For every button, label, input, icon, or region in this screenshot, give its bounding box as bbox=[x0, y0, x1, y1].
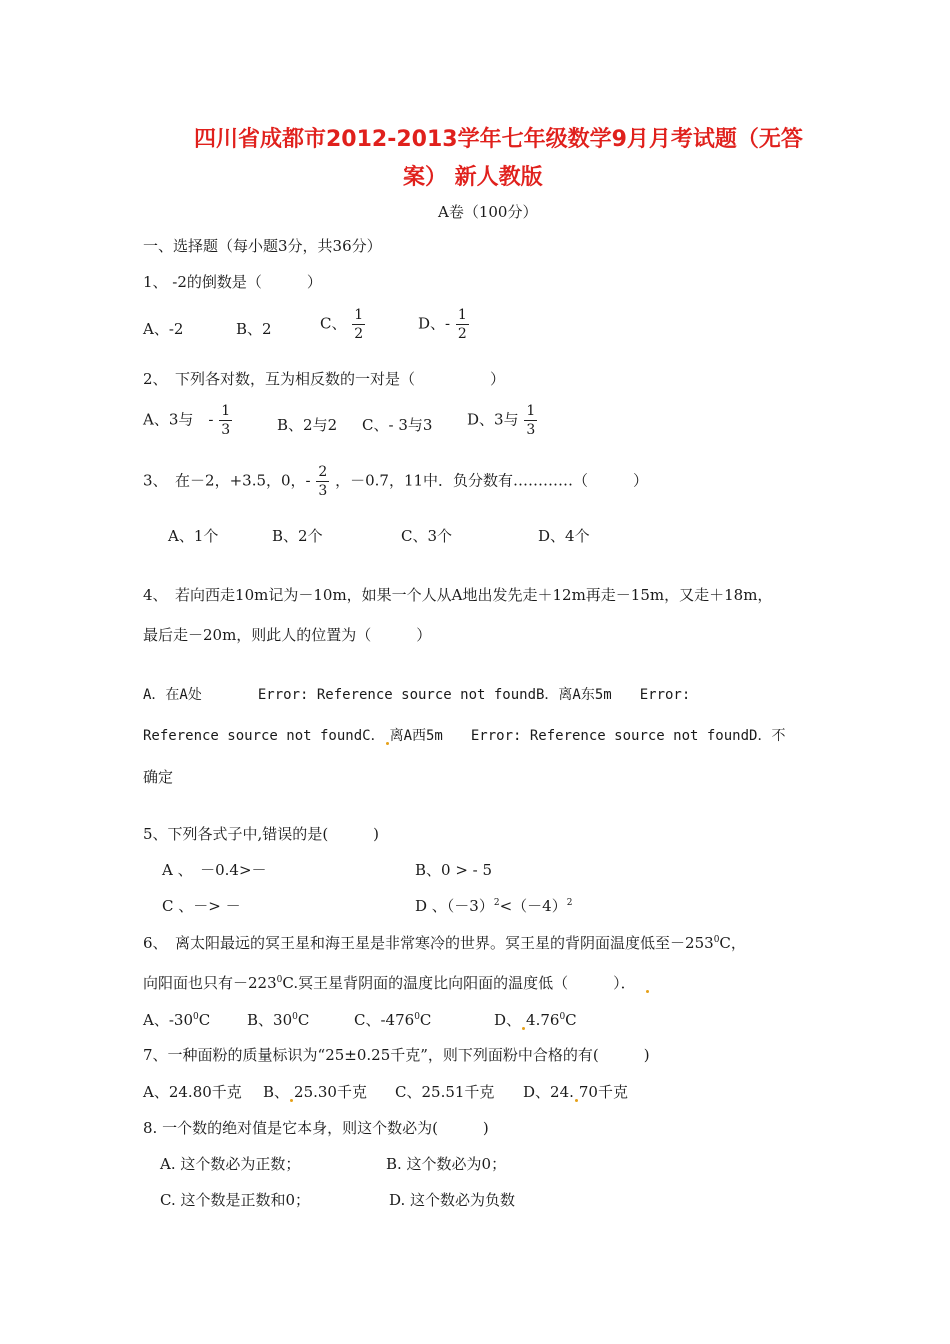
question-6-line1 bbox=[143, 932, 746, 953]
question-3-option-b: B、2个 bbox=[272, 527, 323, 545]
fraction bbox=[316, 465, 329, 498]
question-5-option-c: C 、－> － bbox=[162, 897, 241, 915]
question-4-options-line3: 确定 bbox=[143, 768, 174, 786]
question-7-option-d bbox=[523, 1081, 628, 1102]
question-5-option-b: B、0 > - 5 bbox=[415, 861, 493, 879]
unit: C bbox=[565, 1011, 577, 1029]
fraction-denominator: 3 bbox=[318, 483, 328, 499]
stem-prefix: 3、 在－2，+3.5，0，- bbox=[143, 471, 311, 490]
question-4-line2: 最后走－20m，则此人的位置为（ ） bbox=[143, 626, 432, 644]
degree-mark: 0 bbox=[276, 975, 283, 985]
question-5-stem: 5、下列各式子中,错误的是( ) bbox=[143, 825, 380, 843]
question-7-option-b bbox=[263, 1081, 367, 1102]
question-2-option-c: C、- 3与3 bbox=[362, 416, 433, 434]
fraction-numerator: 1 bbox=[526, 403, 536, 419]
question-6-option-b bbox=[247, 1009, 309, 1030]
question-7-stem: 7、一种面粉的质量标识为“25±0.25千克”，则下列面粉中合格的有( ) bbox=[143, 1046, 650, 1064]
question-7-option-a: A、24.80千克 bbox=[143, 1083, 242, 1101]
question-1-stem: 1、 -2的倒数是（ ） bbox=[143, 273, 322, 291]
options-text: Reference source not foundC． bbox=[143, 728, 385, 744]
stem-suffix: ，－0.7，11中．负分数有…………（ ） bbox=[335, 471, 649, 490]
fraction-denominator: 2 bbox=[354, 326, 364, 342]
question-2-option-b: B、2与2 bbox=[277, 416, 338, 434]
question-3-option-d: D、4个 bbox=[538, 527, 590, 545]
question-5-option-a: A 、 －0.4>－ bbox=[162, 861, 267, 879]
question-8-option-d: D. 这个数必为负数 bbox=[389, 1191, 516, 1209]
option-text: <（－4） bbox=[499, 897, 567, 915]
paper-subtitle: A卷（100分） bbox=[438, 203, 538, 221]
text: 向阳面也只有－223 bbox=[143, 974, 277, 992]
fraction bbox=[352, 308, 365, 341]
option-text: 70千克 bbox=[578, 1083, 628, 1101]
question-8-option-c: C. 这个数是正数和0； bbox=[160, 1191, 311, 1209]
exponent: 2 bbox=[493, 898, 500, 908]
question-1-option-a: A、-2 bbox=[143, 320, 184, 338]
text: 6、 离太阳最远的冥王星和海王星是非常寒冷的世界。冥王星的背阴面温度低至－253 bbox=[143, 934, 714, 952]
fraction bbox=[456, 308, 469, 341]
question-3-option-c: C、3个 bbox=[401, 527, 453, 545]
option-label: D、3与 bbox=[467, 410, 519, 429]
unit: C bbox=[419, 1011, 432, 1029]
option-text: 4.76 bbox=[526, 1011, 560, 1029]
degree-mark: 0 bbox=[292, 1012, 298, 1022]
question-4-options-line1: A．在A处 Error: Reference source not foundB．离A东5m Error: bbox=[143, 687, 691, 703]
bullet-mark-icon bbox=[290, 1099, 293, 1102]
degree-mark: 0 bbox=[559, 1012, 566, 1022]
question-1-option-b: B、2 bbox=[236, 320, 272, 338]
fraction-numerator: 1 bbox=[457, 307, 467, 323]
fraction-numerator: 2 bbox=[318, 464, 328, 480]
degree-mark: 0 bbox=[713, 935, 720, 945]
option-text: 25.30千克 bbox=[294, 1083, 367, 1101]
question-6-line2 bbox=[143, 972, 650, 993]
question-4-line1: 4、 若向西走10m记为－10m，如果一个人从A地出发先走＋12m再走－15m，又走＋18m， bbox=[143, 586, 773, 604]
options-text: 离A西5m Error: Reference source not foundD．不 bbox=[389, 728, 786, 744]
fraction-numerator: 1 bbox=[354, 307, 364, 323]
option-text: D 、（－3） bbox=[415, 897, 494, 915]
bullet-mark-icon bbox=[575, 1099, 578, 1102]
degree-mark: 0 bbox=[193, 1012, 199, 1022]
question-7-option-c: C、25.51千克 bbox=[395, 1083, 495, 1101]
option-text: A、-30 bbox=[143, 1011, 193, 1029]
fraction bbox=[219, 404, 232, 437]
section-heading: 一、选择题（每小题3分，共36分） bbox=[143, 237, 382, 255]
fraction-denominator: 3 bbox=[221, 422, 231, 438]
option-text: D、24. bbox=[523, 1083, 574, 1101]
option-text: C、-476 bbox=[354, 1011, 415, 1029]
question-3-option-a: A、1个 bbox=[168, 527, 219, 545]
bullet-mark-icon bbox=[386, 742, 389, 745]
question-4-options-line2 bbox=[143, 725, 785, 745]
fraction-denominator: 2 bbox=[457, 326, 467, 342]
question-8-option-b: B. 这个数必为0； bbox=[386, 1155, 507, 1173]
text: C， bbox=[719, 934, 746, 952]
option-label: C、 bbox=[320, 314, 347, 333]
question-8-stem: 8. 一个数的绝对值是它本身，则这个数必为( ) bbox=[143, 1119, 489, 1137]
question-8-option-a: A. 这个数必为正数； bbox=[160, 1155, 301, 1173]
bullet-mark-icon bbox=[646, 990, 649, 993]
degree-mark: 0 bbox=[414, 1012, 420, 1022]
option-label: A、3与 - bbox=[143, 410, 214, 429]
question-3-stem bbox=[143, 465, 648, 498]
question-6-option-c bbox=[354, 1009, 431, 1030]
option-label: D、- bbox=[418, 314, 451, 333]
question-2-option-d bbox=[467, 404, 538, 437]
question-2-stem: 2、 下列各对数，互为相反数的一对是（ ） bbox=[143, 370, 506, 388]
option-text: D、 bbox=[494, 1011, 522, 1029]
option-text: B、30 bbox=[247, 1011, 293, 1029]
page-title-line1: 四川省成都市2012-2013学年七年级数学9月月考试题（无答 bbox=[194, 127, 803, 152]
option-label: B、 bbox=[263, 1083, 290, 1101]
question-1-option-c bbox=[320, 308, 366, 341]
question-1-option-d bbox=[418, 308, 470, 341]
unit: C bbox=[198, 1011, 211, 1029]
page-title-line2: 案） 新人教版 bbox=[403, 165, 543, 190]
unit: C bbox=[297, 1011, 310, 1029]
text: C.冥王星背阴面的温度比向阳面的温度低（ ）． bbox=[282, 974, 636, 992]
fraction-numerator: 1 bbox=[221, 403, 231, 419]
question-6-option-d bbox=[494, 1009, 577, 1030]
fraction-denominator: 3 bbox=[526, 422, 536, 438]
bullet-mark-icon bbox=[522, 1027, 525, 1030]
fraction bbox=[524, 404, 537, 437]
exponent: 2 bbox=[566, 898, 573, 908]
question-6-option-a bbox=[143, 1009, 210, 1030]
question-2-option-a bbox=[143, 404, 233, 437]
question-5-option-d bbox=[415, 895, 572, 916]
